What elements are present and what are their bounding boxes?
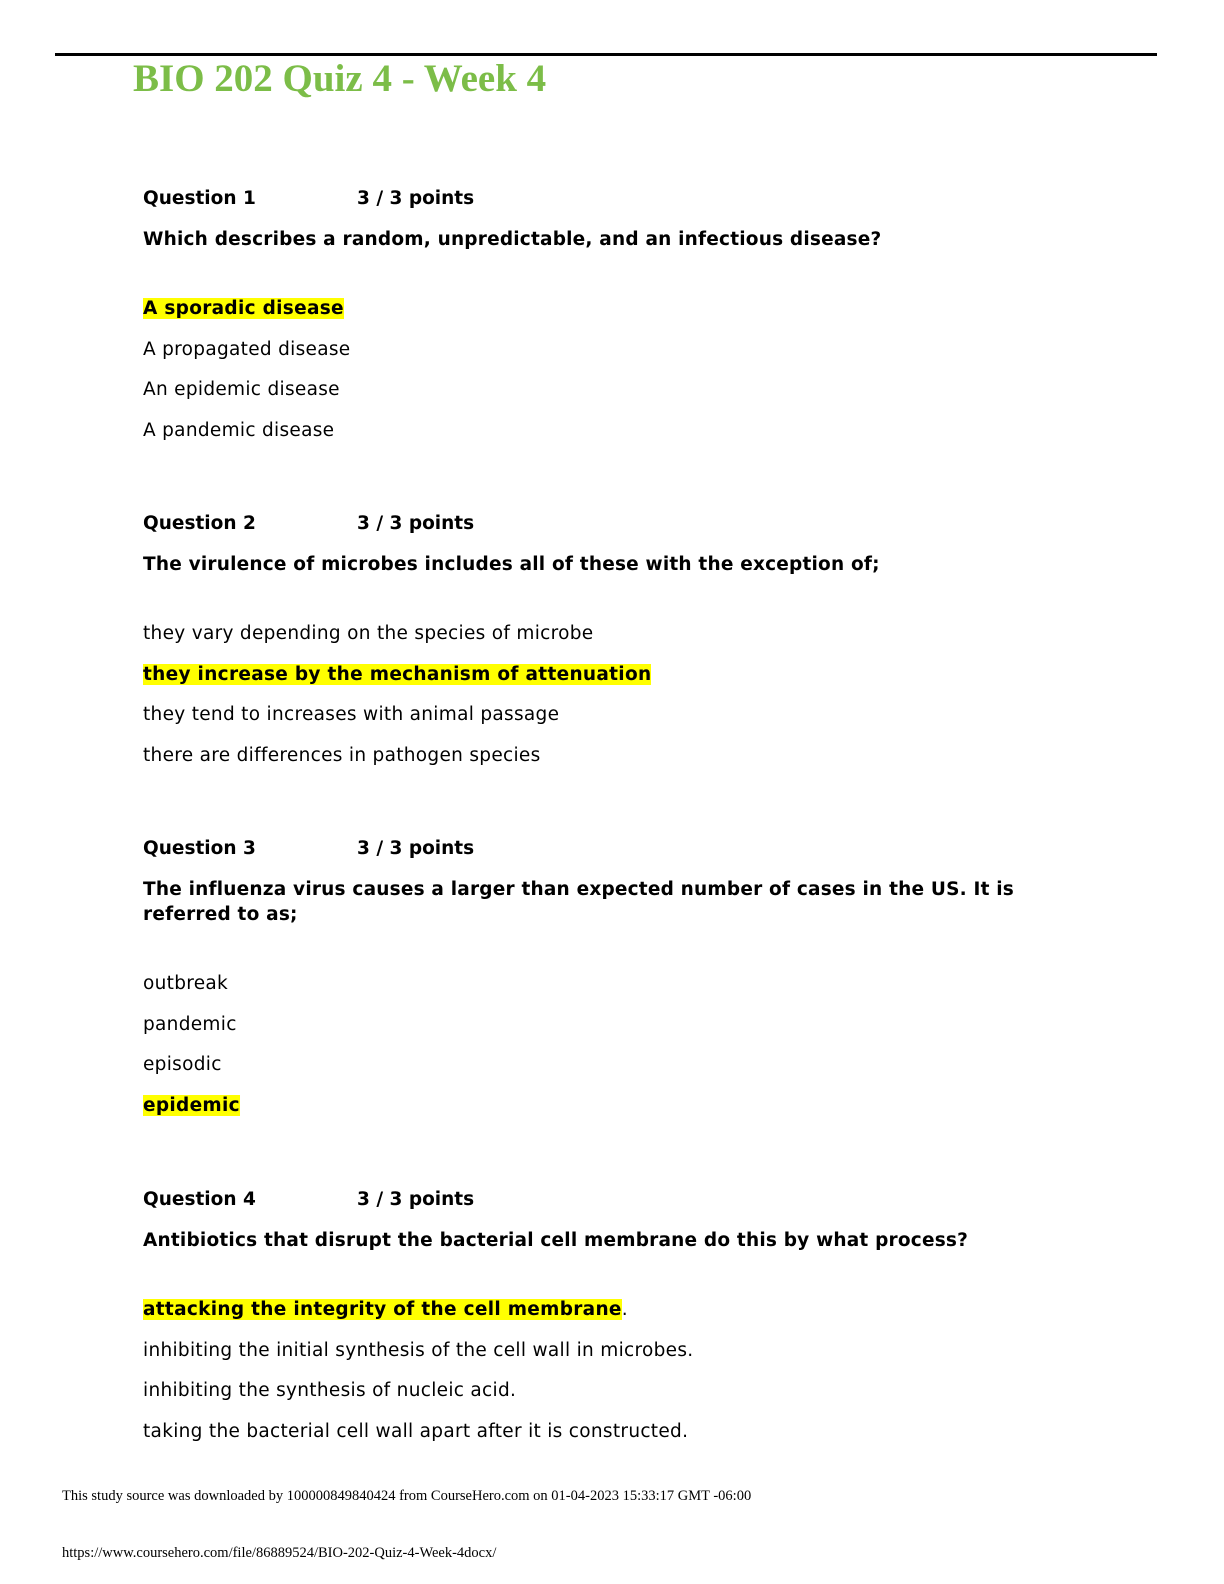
answer-option <box>143 972 1083 996</box>
answer-option-text: episodic <box>143 1054 222 1076</box>
answer-option-text: epidemic <box>143 1094 240 1116</box>
answer-option-text: inhibiting the synthesis of nucleic acid. <box>143 1380 517 1402</box>
question-header <box>143 837 1083 861</box>
question-prompt: The virulence of microbes includes all of these with the exception of; <box>143 554 880 575</box>
question-3 <box>143 837 1083 1134</box>
question-prompt: The influenza virus causes a larger than expected number of cases in the US. It is referred to as; <box>143 879 1015 925</box>
answer-option-correct <box>143 1298 1083 1322</box>
answer-option-correct <box>143 1094 1083 1118</box>
answer-options <box>143 972 1083 1118</box>
answer-option <box>143 1013 1083 1037</box>
answer-option-text: taking the bacterial cell wall apart after it is constructed. <box>143 1420 689 1442</box>
source-url-link[interactable]: https://www.coursehero.com/file/86889524/BIO-202-Quiz-4-Week-4docx/ <box>62 1545 497 1561</box>
download-source-note: This study source was downloaded by 100000849840424 from CourseHero.com on 01-04-2023 15:33:17 GMT -06:00 <box>62 1488 752 1504</box>
answer-option-text: they increase by the mechanism of attenuation <box>143 663 652 685</box>
question-points: 3 / 3 points <box>357 513 475 534</box>
answer-option <box>143 378 1083 402</box>
answer-option <box>143 1379 1083 1403</box>
answer-option-text: A pandemic disease <box>143 419 335 441</box>
question-points: 3 / 3 points <box>357 838 475 859</box>
question-header <box>143 512 1083 536</box>
question-label: Question 2 <box>143 513 256 534</box>
answer-option-text: they vary depending on the species of microbe <box>143 623 594 644</box>
question-4 <box>143 1188 1083 1460</box>
question-header <box>143 1188 1083 1212</box>
answer-option-text: A sporadic disease <box>143 298 344 319</box>
answer-option-text: outbreak <box>143 973 229 994</box>
question-points: 3 / 3 points <box>357 1189 475 1210</box>
answer-option <box>143 419 1083 443</box>
answer-option-correct <box>143 297 1083 321</box>
answer-option-suffix: . <box>621 1299 628 1320</box>
question-label: Question 3 <box>143 838 256 859</box>
question-prompt: Which describes a random, unpredictable, and an infectious disease? <box>143 229 882 250</box>
answer-option <box>143 703 1083 727</box>
question-prompt: Antibiotics that disrupt the bacterial cell membrane do this by what process? <box>143 1230 969 1251</box>
answer-option <box>143 1053 1083 1077</box>
answer-option-text: there are differences in pathogen species <box>143 744 541 766</box>
answer-option-text: An epidemic disease <box>143 379 340 401</box>
question-label: Question 4 <box>143 1189 256 1210</box>
answer-option <box>143 622 1083 646</box>
answer-option <box>143 1339 1083 1363</box>
document-title: BIO 202 Quiz 4 - Week 4 <box>133 57 547 100</box>
answer-option <box>143 1420 1083 1444</box>
answer-option <box>143 744 1083 768</box>
answer-option-text: inhibiting the initial synthesis of the cell wall in microbes. <box>143 1339 694 1361</box>
answer-option-text: attacking the integrity of the cell membrane <box>143 1299 622 1320</box>
answer-option-text: pandemic <box>143 1013 237 1035</box>
question-label: Question 1 <box>143 188 256 209</box>
question-2 <box>143 512 1083 784</box>
answer-option <box>143 338 1083 362</box>
question-1 <box>143 187 1083 459</box>
question-header <box>143 187 1083 211</box>
answer-option-text: A propagated disease <box>143 338 351 360</box>
answer-option-text: they tend to increases with animal passage <box>143 704 560 726</box>
answer-options <box>143 1298 1083 1444</box>
answer-options <box>143 622 1083 768</box>
question-points: 3 / 3 points <box>357 188 475 209</box>
answer-options <box>143 297 1083 443</box>
answer-option-correct <box>143 663 1083 687</box>
